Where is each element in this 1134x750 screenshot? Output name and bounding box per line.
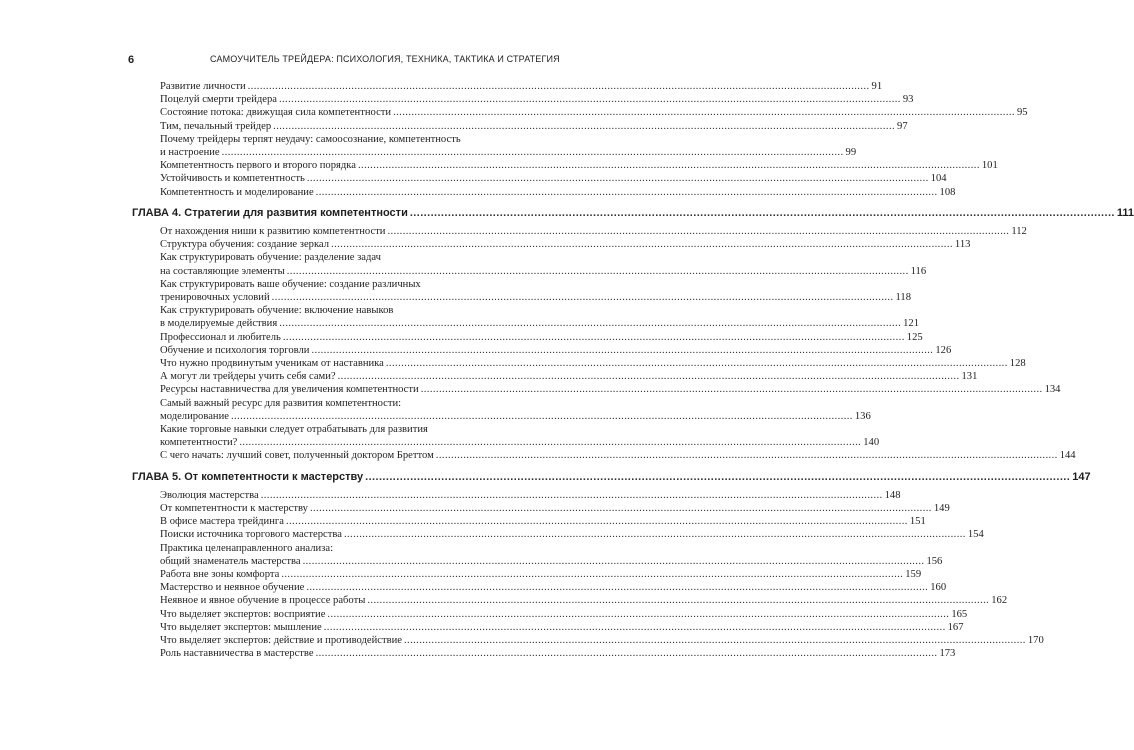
toc-entry-page: 104 [930,173,947,185]
dot-leader [261,489,883,502]
toc-entry-title: Что нужно продвинутым ученикам от наставника [160,358,384,369]
toc-entry-title: Неявное и явное обучение в процессе работы [160,595,366,607]
toc-entry-title: и настроение [160,147,220,158]
toc-entry-title: Поцелуй смерти трейдера [160,94,277,106]
toc-entry-title-line1: Как структурировать ваше обучение: создание различных [160,278,421,290]
toc-entry-page: 131 [961,371,978,383]
toc-entry-page: 148 [884,489,901,501]
dot-leader [436,449,1058,462]
toc-entry-title: компетентности? [160,437,238,449]
toc-entry [160,502,950,515]
toc-entry-title: Что выделяет экспертов: мышление [160,621,322,633]
dot-leader [306,581,928,594]
toc-entry-title: В офисе мастера трейдинга [160,516,284,528]
toc-entry-title-line1: Почему трейдеры терпят неудачу: самоосознание, компетентность [160,133,461,145]
toc-entry [160,383,1061,396]
toc-entry-page: 99 [845,147,857,158]
toc-entry-title-line1: Самый важный ресурс для развития компетентности: [160,397,402,409]
toc-entry [160,357,1026,370]
toc-entry [160,621,964,634]
toc-entry-title: Роль наставничества в мастерстве [160,648,314,660]
toc-entry-page: 170 [1027,635,1044,646]
dot-leader [393,106,1015,119]
toc-entry-page: 126 [935,344,952,356]
dot-leader [307,172,929,185]
toc-entry-title: Мастерство и неявное обучение [160,582,305,594]
toc-entry-title: Работа вне зоны комфорта [160,569,280,580]
toc-entry [160,634,1044,647]
toc-entry-page: 112 [1011,226,1027,237]
toc-entry [160,159,998,172]
toc-entry [160,120,908,133]
page-number: 6 [128,54,135,66]
toc-chapter [132,206,1134,220]
dot-leader [421,383,1043,396]
toc-entry [160,331,923,344]
dot-leader [222,146,844,159]
toc-entry-page: 125 [906,331,923,343]
toc-entry [160,278,912,304]
toc-entry-page: 101 [981,160,998,172]
dot-leader [410,207,1115,220]
toc-entry [160,528,984,541]
dot-leader [239,436,861,449]
toc-entry-title: общий знаменатель мастерства [160,555,301,567]
toc-entry-title: Устойчивость и компетентность [160,173,305,185]
toc-entry [160,186,956,199]
dot-leader [303,555,925,568]
dot-leader [310,502,932,515]
toc-entry-title: тренировочных условий [160,292,270,303]
toc-entry [160,172,947,185]
toc-entry-title: От нахождения ниши к развитию компетентности [160,226,386,237]
dot-leader [283,331,905,344]
toc-entry-page: 140 [863,437,880,449]
toc-entry-title-line1: Практика целенаправленного анализа: [160,542,334,554]
toc-entry-page: 134 [1044,384,1061,396]
dot-leader [386,357,1008,370]
toc-entry [160,344,952,357]
dot-leader [286,515,908,528]
toc-entry [160,133,857,159]
dot-leader [344,528,966,541]
dot-leader [231,410,853,423]
dot-leader [358,159,980,172]
toc-entry [160,568,922,581]
toc-entry-page: 111 [1116,206,1134,219]
dot-leader [273,120,895,133]
dot-leader [324,621,946,634]
toc-entry-page: 97 [897,120,908,132]
toc-entry-title: Обучение и психология торговли [160,344,310,356]
toc-entry-page: 162 [991,595,1008,607]
toc-entry-page: 108 [939,186,956,198]
toc-entry-title: Компетентность и моделирование [160,186,314,198]
toc-entry [160,106,1028,119]
running-head: САМОУЧИТЕЛЬ ТРЕЙДЕРА: ПСИХОЛОГИЯ, ТЕХНИКА, ТАКТИКА И СТРАТЕГИЯ [210,54,560,64]
toc-entry [160,608,968,621]
toc-entry-title: Тим, печальный трейдер [160,120,272,132]
toc-entry-page: 154 [967,529,984,541]
toc-entry [160,93,914,106]
toc-entry-title: на составляющие элементы [160,265,285,277]
toc-entry-title-line1: Как структурировать обучение: разделение задач [160,252,381,264]
toc-chapter [132,470,1091,484]
toc-entry-page: 165 [951,608,968,620]
dot-leader [248,80,870,93]
toc-entry-page: 91 [871,81,883,92]
toc-entry-title: Профессионал и любитель [160,331,281,343]
dot-leader [279,317,901,330]
toc-entry-title: Эволюция мастерства [160,489,259,501]
toc-entry-page: 156 [926,555,943,567]
toc-entry-title: в моделируемые действия [160,318,278,330]
dot-leader [327,608,949,621]
dot-leader [281,568,903,581]
toc-entry-page: 128 [1009,358,1026,369]
toc-entry-title: Состояние потока: движущая сила компетентности [160,107,392,119]
dot-leader [338,370,960,383]
dot-leader [311,344,933,357]
dot-leader [387,225,1009,238]
dot-leader [404,634,1026,647]
toc-entry [160,225,1027,238]
toc-entry [160,80,883,93]
toc-entry-page: 121 [903,318,920,330]
toc-entry [160,647,956,660]
toc-entry-page: 149 [933,503,950,514]
toc-entry-page: 95 [1016,107,1028,119]
toc-entry-title-line1: Какие торговые навыки следует отрабатывать для развития [160,424,428,435]
dot-leader [272,291,894,304]
toc-entry-page: 167 [947,621,964,633]
toc-entry [160,449,1076,462]
toc-entry-title: Структура обучения: создание зеркал [160,239,330,251]
toc-entry [160,370,978,383]
dot-leader [287,265,909,278]
toc-entry [160,489,901,502]
dot-leader [367,594,989,607]
dot-leader [316,647,938,660]
toc-entry [160,515,926,528]
dot-leader [365,471,1070,484]
toc-entry [160,542,943,568]
toc-entry-title: Поиски источника торгового мастерства [160,529,342,541]
toc-entry-page: 93 [902,94,914,106]
toc-entry-page: 116 [910,265,927,277]
toc-entry-title-line1: Как структурировать обучение: включение навыков [160,305,394,317]
toc-entry-page: 113 [954,239,971,251]
toc-entry-page: 118 [895,292,912,303]
toc-entry [160,397,871,423]
toc-entry [160,238,971,251]
toc-entry [160,594,1008,607]
toc-entry-title: С чего начать: лучший совет, полученный доктором Бреттом [160,450,434,462]
toc-entry-title: моделирование [160,410,229,422]
dot-leader [279,93,901,106]
toc-entry-title: Что выделяет экспертов: действие и противодействие [160,635,402,646]
toc-entry [160,252,927,278]
toc-entry-title: ГЛАВА 4. Стратегии для развития компетентности [132,206,408,219]
toc-entry [160,424,880,449]
dot-leader [331,238,953,251]
toc-entry-page: 160 [930,582,947,594]
toc-entry-page: 144 [1059,450,1076,462]
toc-entry-title: От компетентности к мастерству [160,503,308,514]
toc-entry [160,305,920,330]
toc-entry-title: Развитие личности [160,81,246,92]
toc-entry-page: 136 [854,410,871,422]
toc-entry-title: Компетентность первого и второго порядка [160,160,356,172]
toc-entry-page: 151 [909,516,926,528]
dot-leader [316,186,938,199]
toc-entry-title: Ресурсы наставничества для увеличения компетентности [160,384,419,396]
toc-entry [160,581,947,594]
toc-entry-page: 159 [905,569,922,580]
toc-entry-title: Что выделяет экспертов: восприятие [160,608,326,620]
toc-entry-title: ГЛАВА 5. От компетентности к мастерству [132,470,364,483]
toc-entry-title: А могут ли трейдеры учить себя сами? [160,371,336,383]
toc-entry-page: 147 [1072,470,1091,483]
toc-entry-page: 173 [939,648,956,660]
